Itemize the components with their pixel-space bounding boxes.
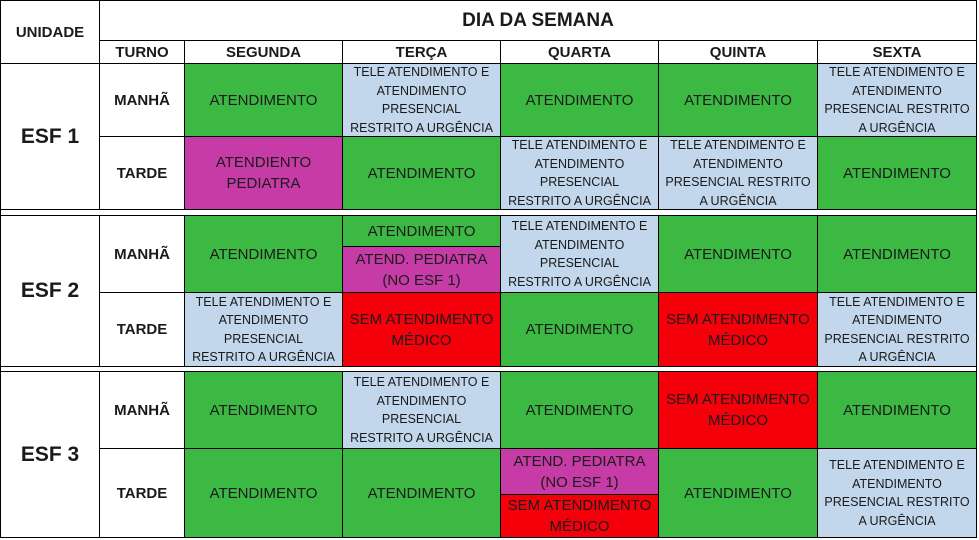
unidade-header: UNIDADE <box>0 0 100 64</box>
schedule-cell: ATENDIMENTO <box>818 137 977 210</box>
schedule-cell: ATENDIMENTO <box>659 216 818 293</box>
schedule-subcell: ATENDIMENTO <box>343 216 501 247</box>
schedule-cell: SEM ATENDIMENTO MÉDICO <box>659 372 818 449</box>
schedule-cell: ATENDIMENTO <box>343 137 501 210</box>
schedule-cell: TELE ATENDIMENTO E ATENDIMENTO PRESENCIAL RESTRITO A URGÊNCIA <box>818 64 977 137</box>
schedule-cell: TELE ATENDIMENTO E ATENDIMENTO PRESENCIAL RESTRITO A URGÊNCIA <box>501 137 659 210</box>
day-header-quinta: QUINTA <box>659 41 818 64</box>
schedule-subcell: ATEND. PEDIATRA (NO ESF 1) <box>501 449 659 495</box>
turno-header: TURNO <box>100 41 185 64</box>
schedule-cell: ATENDIMENTO <box>501 64 659 137</box>
schedule-cell: ATENDIMENTO <box>659 449 818 538</box>
unit-label: ESF 3 <box>0 372 100 538</box>
schedule-subcell: SEM ATENDIMENTO MÉDICO <box>501 495 659 538</box>
schedule-cell: ATENDIMENTO <box>501 293 659 367</box>
schedule-cell: TELE ATENDIMENTO E ATENDIMENTO PRESENCIAL RESTRITO A URGÊNCIA <box>185 293 343 367</box>
schedule-cell: TELE ATENDIMENTO E ATENDIMENTO PRESENCIAL RESTRITO A URGÊNCIA <box>818 449 977 538</box>
schedule-cell: ATENDIMENTO <box>501 372 659 449</box>
day-header-quarta: QUARTA <box>501 41 659 64</box>
schedule-cell: TELE ATENDIMENTO E ATENDIMENTO PRESENCIAL RESTRITO A URGÊNCIA <box>343 372 501 449</box>
day-header-terca: TERÇA <box>343 41 501 64</box>
day-header-sexta: SEXTA <box>818 41 977 64</box>
schedule-cell: ATENDIMENTO <box>818 372 977 449</box>
schedule-cell: ATENDIMENTO <box>185 449 343 538</box>
turno-label: MANHÃ <box>100 372 185 449</box>
schedule-subcell: ATEND. PEDIATRA (NO ESF 1) <box>343 247 501 293</box>
schedule-cell: TELE ATENDIMENTO E ATENDIMENTO PRESENCIAL RESTRITO A URGÊNCIA <box>818 293 977 367</box>
schedule-cell: TELE ATENDIMENTO E ATENDIMENTO PRESENCIAL RESTRITO A URGÊNCIA <box>659 137 818 210</box>
schedule-cell: ATENDIMENTO <box>185 64 343 137</box>
unit-label: ESF 2 <box>0 216 100 367</box>
schedule-cell: ATENDIMENTO <box>343 449 501 538</box>
schedule-cell: SEM ATENDIMENTO MÉDICO <box>659 293 818 367</box>
schedule-cell: ATENDIENTO PEDIATRA <box>185 137 343 210</box>
turno-label: TARDE <box>100 293 185 367</box>
schedule-cell: ATENDIMENTO <box>185 372 343 449</box>
schedule-cell: TELE ATENDIMENTO E ATENDIMENTO PRESENCIAL RESTRITO A URGÊNCIA <box>501 216 659 293</box>
turno-label: MANHÃ <box>100 216 185 293</box>
unit-label: ESF 1 <box>0 64 100 210</box>
day-header-segunda: SEGUNDA <box>185 41 343 64</box>
schedule-cell: ATENDIMENTO <box>185 216 343 293</box>
turno-label: MANHÃ <box>100 64 185 137</box>
table-title: DIA DA SEMANA <box>100 0 977 41</box>
turno-label: TARDE <box>100 137 185 210</box>
schedule-cell: ATENDIMENTO <box>659 64 818 137</box>
schedule-cell: SEM ATENDIMENTO MÉDICO <box>343 293 501 367</box>
schedule-cell: TELE ATENDIMENTO E ATENDIMENTO PRESENCIAL RESTRITO A URGÊNCIA <box>343 64 501 137</box>
schedule-cell: ATENDIMENTO <box>818 216 977 293</box>
turno-label: TARDE <box>100 449 185 538</box>
